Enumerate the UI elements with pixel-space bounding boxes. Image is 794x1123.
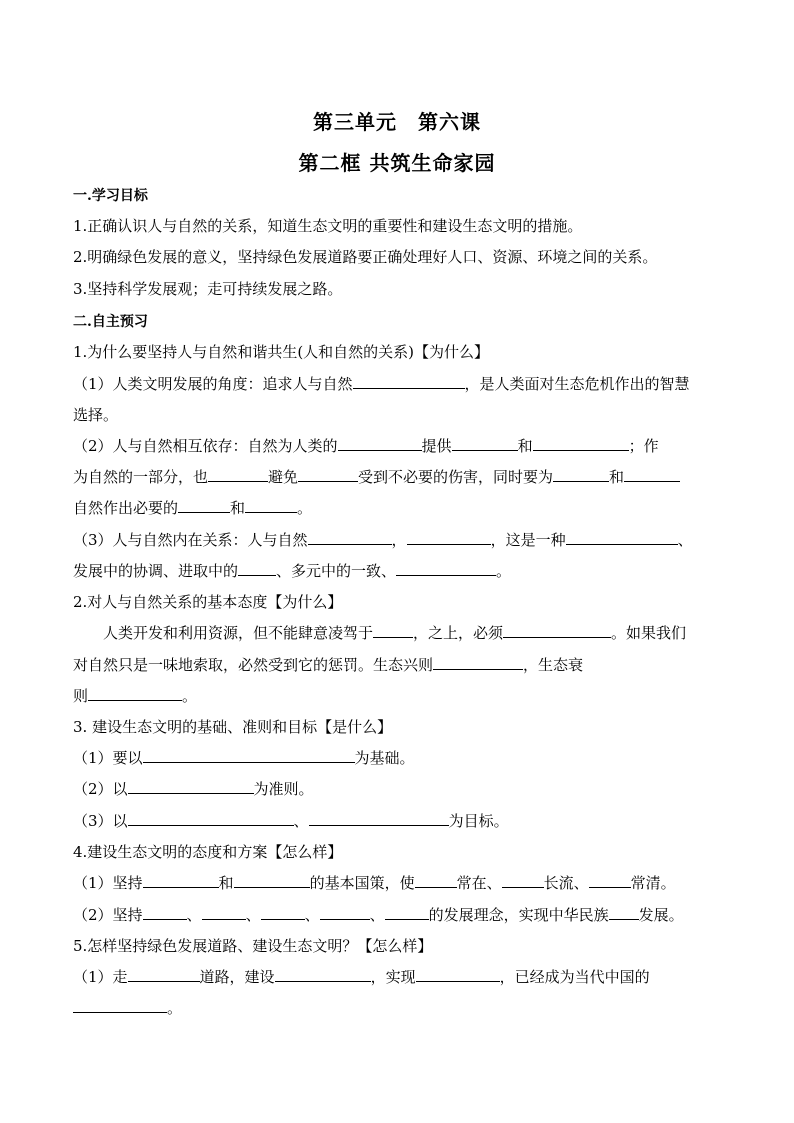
- text: 。如果我们: [611, 624, 687, 642]
- text: 自然作出必要的: [73, 499, 179, 517]
- fill-blank[interactable]: [624, 467, 680, 482]
- unit-title: 第三单元 第六课: [313, 110, 481, 134]
- text: ；作: [628, 437, 659, 455]
- text: 对自然只是一味地索取，必然受到它的惩罚。生态兴则: [73, 656, 434, 674]
- text: 受到不必要的伤害，同时要为: [358, 468, 554, 486]
- q5-line-2: [73, 998, 723, 1018]
- q5-line-1: [73, 967, 723, 987]
- separator: 、: [186, 906, 202, 924]
- fill-blank[interactable]: [433, 655, 523, 670]
- text: （1）要以: [73, 749, 143, 767]
- text: 人类开发和利用资源，但不能肆意凌驾于: [103, 624, 374, 642]
- text: 常在、: [456, 874, 502, 892]
- q1-line-6: [73, 530, 723, 550]
- text: 常清。: [630, 874, 676, 892]
- separator: 、: [369, 906, 385, 924]
- q1-line-2: 选择。: [73, 406, 119, 424]
- q3-line-1: [73, 748, 723, 768]
- q1-line-3: [73, 436, 723, 456]
- text: （3）以: [73, 812, 128, 830]
- text: 的发展理念，实现中华民族: [428, 906, 609, 924]
- text: ，: [391, 531, 407, 549]
- text: 。: [297, 499, 313, 517]
- text: （1）走: [73, 968, 128, 986]
- fill-blank[interactable]: [88, 686, 182, 701]
- text: 、: [677, 531, 693, 549]
- fill-blank[interactable]: [143, 748, 355, 763]
- fill-blank[interactable]: [128, 811, 294, 826]
- q2-line-3: [73, 686, 723, 706]
- text: （2）以: [73, 780, 128, 798]
- fill-blank[interactable]: [128, 967, 200, 982]
- q2-line-2: [73, 655, 723, 675]
- q1-line-4: [73, 467, 723, 487]
- fill-blank[interactable]: [416, 967, 500, 982]
- fill-blank[interactable]: [338, 436, 422, 451]
- text: 为准则。: [253, 780, 314, 798]
- text: （1）坚持: [73, 874, 143, 892]
- text: 为目标。: [448, 812, 509, 830]
- fill-blank[interactable]: [320, 905, 370, 920]
- fill-blank[interactable]: [143, 873, 219, 888]
- fill-blank[interactable]: [202, 905, 246, 920]
- text: 和: [517, 437, 533, 455]
- fill-blank[interactable]: [298, 467, 358, 482]
- text: （3）人与自然内在关系：人与自然: [73, 531, 308, 549]
- fill-blank[interactable]: [73, 998, 167, 1013]
- fill-blank[interactable]: [589, 873, 631, 888]
- fill-blank[interactable]: [385, 905, 429, 920]
- fill-blank[interactable]: [234, 873, 310, 888]
- fill-blank[interactable]: [128, 779, 254, 794]
- fill-blank[interactable]: [353, 374, 465, 389]
- text: 和: [230, 499, 246, 517]
- q1-line-7: [73, 561, 723, 581]
- q2-line-1: [73, 623, 723, 643]
- fill-blank[interactable]: [238, 561, 276, 576]
- fill-blank[interactable]: [208, 467, 268, 482]
- text: 为基础。: [354, 749, 415, 767]
- fill-blank[interactable]: [452, 436, 518, 451]
- fill-blank[interactable]: [396, 561, 496, 576]
- goal-item-1: 1.正确认识人与自然的关系，知道生态文明的重要性和建设生态文明的措施。: [73, 217, 583, 235]
- text: （1）人类文明发展的角度：追求人与自然: [73, 375, 353, 393]
- text: 发展。: [638, 906, 684, 924]
- text: ，已经成为当代中国的: [499, 968, 650, 986]
- text: （2）人与自然相互依存：自然为人类的: [73, 437, 338, 455]
- goal-item-2: 2.明确绿色发展的意义，坚持绿色发展道路要正确处理好人口、资源、环境之间的关系。: [73, 248, 658, 266]
- fill-blank[interactable]: [566, 530, 678, 545]
- text: 则: [73, 687, 89, 705]
- q4-line-2: [73, 905, 723, 925]
- fill-blank[interactable]: [502, 873, 544, 888]
- text: ，生态衰: [523, 656, 584, 674]
- text: ，是人类面对生态危机作出的智慧: [464, 375, 690, 393]
- separator: 、: [304, 906, 320, 924]
- text: 和: [218, 874, 234, 892]
- question-5-title: 5.怎样坚持绿色发展道路、建设生态文明？【怎么样】: [73, 937, 433, 955]
- goal-item-3: 3.坚持科学发展观；走可持续发展之路。: [73, 280, 343, 298]
- fill-blank[interactable]: [553, 467, 609, 482]
- section-heading-preview: 二.自主预习: [73, 314, 148, 330]
- fill-blank[interactable]: [609, 905, 639, 920]
- text: 发展中的协调、进取中的: [73, 562, 239, 580]
- fill-blank[interactable]: [245, 498, 297, 513]
- text: 的基本国策，使: [309, 874, 415, 892]
- fill-blank[interactable]: [415, 873, 457, 888]
- question-4-title: 4.建设生态文明的态度和方案【怎么样】: [73, 843, 343, 861]
- fill-blank[interactable]: [503, 623, 611, 638]
- text: 。: [496, 562, 512, 580]
- text: 提供: [421, 437, 452, 455]
- q1-line-5: [73, 498, 723, 518]
- text: ，这是一种: [490, 531, 566, 549]
- text: 和: [609, 468, 625, 486]
- text: 。: [182, 687, 198, 705]
- q4-line-1: [73, 873, 723, 893]
- fill-blank[interactable]: [143, 905, 187, 920]
- question-3-title: 3. 建设生态文明的基础、准则和目标【是什么】: [73, 718, 393, 736]
- separator: 、: [245, 906, 261, 924]
- fill-blank[interactable]: [308, 530, 392, 545]
- fill-blank[interactable]: [373, 623, 413, 638]
- fill-blank[interactable]: [407, 530, 491, 545]
- text: 。: [167, 999, 183, 1017]
- text: （2）坚持: [73, 906, 143, 924]
- text: 为自然的一部分，也: [73, 468, 209, 486]
- question-1-title: 1.为什么要坚持人与自然和谐共生(人和自然的关系)【为什么】: [73, 343, 490, 361]
- lesson-title: 第二框 共筑生命家园: [298, 151, 496, 175]
- section-heading-goals: 一.学习目标: [73, 188, 148, 204]
- text: 避免: [268, 468, 299, 486]
- question-2-title: 2.对人与自然关系的基本态度【为什么】: [73, 593, 343, 611]
- text: 、多元中的一致、: [276, 562, 397, 580]
- text: ，之上，必须: [413, 624, 504, 642]
- q3-line-2: [73, 779, 723, 799]
- fill-blank[interactable]: [261, 905, 305, 920]
- text: 、: [293, 812, 309, 830]
- fill-blank[interactable]: [533, 436, 629, 451]
- text: 道路，建设: [199, 968, 275, 986]
- text: 长流、: [543, 874, 589, 892]
- fill-blank[interactable]: [309, 811, 449, 826]
- fill-blank[interactable]: [275, 967, 371, 982]
- q1-line-1: [73, 374, 723, 394]
- q3-line-3: [73, 811, 723, 831]
- text: ，实现: [370, 968, 416, 986]
- fill-blank[interactable]: [178, 498, 230, 513]
